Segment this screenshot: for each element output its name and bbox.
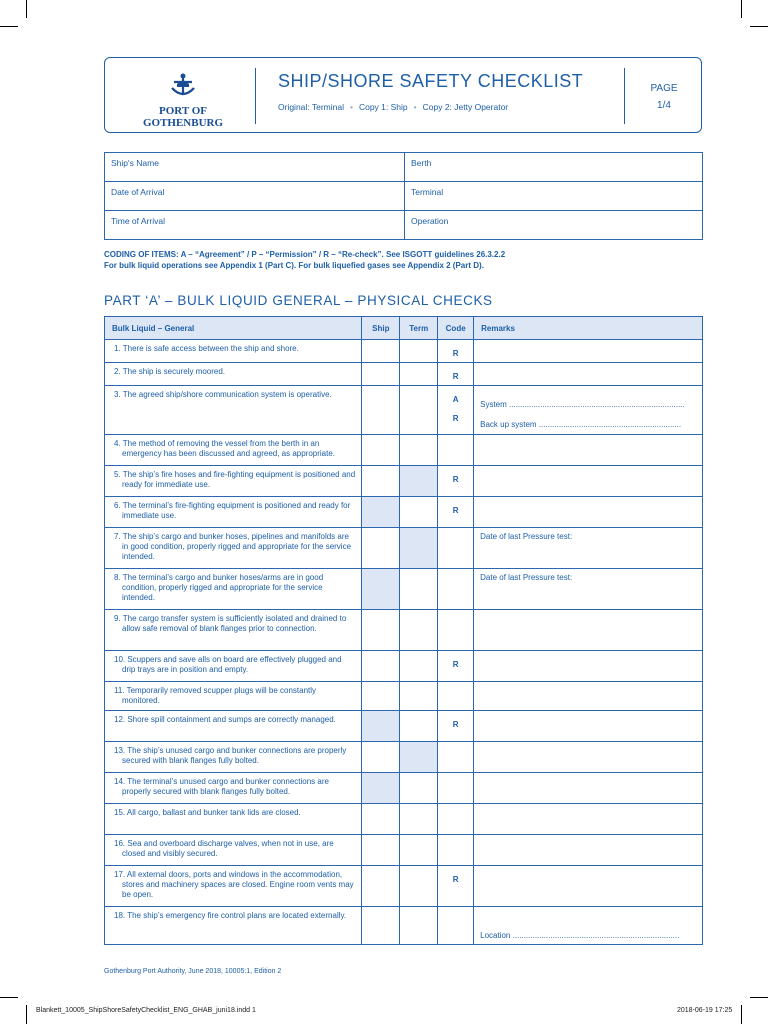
term-check-cell[interactable] — [400, 466, 438, 497]
terminal-field[interactable]: Terminal — [405, 182, 703, 211]
term-check-cell[interactable] — [400, 711, 438, 742]
item-description — [105, 866, 362, 907]
ship-check-cell[interactable] — [362, 742, 400, 773]
item-text: 18. The ship’s emergency fire control plans are located externally. — [114, 911, 347, 920]
table-row — [105, 363, 703, 386]
file-slug: Blankett_10005_ShipShoreSafetyChecklist_ENG_GHAB_juni18.indd 1 — [36, 1007, 256, 1014]
crop-mark — [741, 1005, 742, 1024]
term-check-cell[interactable] — [400, 528, 438, 569]
table-row — [105, 804, 703, 835]
crop-mark — [750, 26, 768, 27]
code-cell — [438, 835, 474, 866]
code-value: R — [452, 414, 459, 423]
code-cell — [438, 497, 474, 528]
remarks-cell[interactable] — [474, 866, 703, 907]
remarks-cell[interactable] — [474, 386, 703, 435]
item-text: 13. The ship’s unused cargo and bunker connections are properly secured with blank flanges fully bolted. — [114, 746, 347, 765]
code-cell — [438, 804, 474, 835]
remarks-cell[interactable] — [474, 497, 703, 528]
remarks-cell[interactable] — [474, 711, 703, 742]
item-description — [105, 340, 362, 363]
remarks-cell[interactable] — [474, 610, 703, 651]
remarks-cell[interactable] — [474, 466, 703, 497]
item-description — [105, 497, 362, 528]
crop-mark — [0, 26, 18, 27]
ship-check-cell[interactable] — [362, 651, 400, 682]
col-item-header: Bulk Liquid – General — [105, 317, 362, 340]
remarks-cell[interactable] — [474, 569, 703, 610]
copy-original: Original: Terminal — [278, 102, 344, 112]
code-value: R — [452, 660, 459, 669]
term-check-cell[interactable] — [400, 682, 438, 711]
table-row — [105, 435, 703, 466]
ship-info-table — [104, 152, 703, 240]
ship-check-cell[interactable] — [362, 363, 400, 386]
code-cell — [438, 866, 474, 907]
date-of-arrival-field[interactable]: Date of Arrival — [105, 182, 405, 211]
ship-check-cell[interactable] — [362, 386, 400, 435]
term-check-cell[interactable] — [400, 363, 438, 386]
code-cell — [438, 682, 474, 711]
col-code-header: Code — [438, 317, 474, 340]
item-description — [105, 711, 362, 742]
item-text: 8. The terminal’s cargo and bunker hoses/arms are in good condition, properly rigged and appropriate for the service intended. — [114, 573, 324, 602]
anchor-crest-icon — [168, 72, 198, 100]
section-title: PART ‘A’ – BULK LIQUID GENERAL – PHYSICAL CHECKS — [104, 293, 493, 308]
item-description — [105, 528, 362, 569]
col-remarks-header: Remarks — [474, 317, 703, 340]
item-description — [105, 742, 362, 773]
item-description — [105, 651, 362, 682]
code-cell — [438, 528, 474, 569]
ship-check-cell[interactable] — [362, 340, 400, 363]
code-value: R — [452, 720, 459, 729]
table-row — [105, 528, 703, 569]
col-term-header: Term — [400, 317, 438, 340]
code-value: R — [452, 349, 459, 358]
code-cell — [438, 363, 474, 386]
remarks-cell[interactable] — [474, 340, 703, 363]
coding-legend — [104, 249, 505, 271]
item-description — [105, 466, 362, 497]
ship-check-cell[interactable] — [362, 866, 400, 907]
table-row — [105, 610, 703, 651]
page-number: 1/4 — [657, 100, 671, 111]
item-text: 11. Temporarily removed scupper plugs will be constantly monitored. — [114, 686, 317, 705]
crop-mark — [741, 0, 742, 18]
remarks-cell[interactable] — [474, 773, 703, 804]
term-check-cell[interactable] — [400, 866, 438, 907]
remarks-cell[interactable] — [474, 651, 703, 682]
item-text: 5. The ship’s fire hoses and fire-fighting equipment is positioned and ready for immediate use. — [114, 470, 356, 489]
item-text: 16. Sea and overboard discharge valves, when not in use, are closed and visibly secured. — [114, 839, 334, 858]
logo-line1: PORT OF — [159, 105, 207, 117]
item-text: 7. The ship’s cargo and bunker hoses, pipelines and manifolds are in good condition, properly rigged and appropriate for the service intended. — [114, 532, 352, 561]
item-text: 17. All external doors, ports and windows in the accommodation, stores and machinery spaces are closed. Engine room vents may be open. — [114, 870, 354, 899]
remarks-text: Date of last Pressure test: — [480, 532, 573, 541]
remarks-cell[interactable] — [474, 804, 703, 835]
ships-name-field[interactable]: Ship's Name — [105, 153, 405, 182]
term-check-cell[interactable] — [400, 907, 438, 945]
code-cell — [438, 435, 474, 466]
table-row — [105, 866, 703, 907]
code-cell — [438, 466, 474, 497]
remarks-cell[interactable] — [474, 528, 703, 569]
code-value: A — [452, 395, 459, 404]
item-description — [105, 804, 362, 835]
page-label: PAGE — [650, 83, 678, 94]
code-cell — [438, 742, 474, 773]
remarks-cell[interactable] — [474, 363, 703, 386]
remarks-text: Date of last Pressure test: — [480, 573, 573, 582]
print-date: 2018-06-19 17:25 — [677, 1007, 733, 1014]
item-text: 9. The cargo transfer system is sufficiently isolated and drained to allow safe removal of blank flanges prior to connection. — [114, 614, 347, 633]
crop-mark — [26, 0, 27, 18]
berth-field[interactable]: Berth — [405, 153, 703, 182]
table-row — [105, 742, 703, 773]
item-description — [105, 907, 362, 945]
table-row — [105, 835, 703, 866]
term-check-cell[interactable] — [400, 651, 438, 682]
item-description — [105, 386, 362, 435]
code-cell — [438, 711, 474, 742]
code-value: R — [452, 506, 459, 515]
term-check-cell[interactable] — [400, 386, 438, 435]
term-check-cell[interactable] — [400, 569, 438, 610]
table-row — [105, 466, 703, 497]
divider — [624, 68, 625, 124]
table-row — [105, 340, 703, 363]
divider — [255, 68, 256, 124]
table-row — [105, 651, 703, 682]
item-text: 4. The method of removing the vessel from the berth in an emergency has been discussed and agreed, as appropriate. — [114, 439, 336, 458]
table-row — [105, 497, 703, 528]
remarks-cell[interactable] — [474, 835, 703, 866]
ship-check-cell[interactable] — [362, 804, 400, 835]
code-cell — [438, 651, 474, 682]
coding-line1: CODING OF ITEMS: A – “Agreement” / P – “Permission” / R – “Re-check”. See ISGOTT guidelines 26.3.2.2 — [104, 250, 506, 259]
ship-check-cell[interactable] — [362, 835, 400, 866]
term-check-cell[interactable] — [400, 773, 438, 804]
term-check-cell[interactable] — [400, 835, 438, 866]
code-cell — [438, 773, 474, 804]
item-description — [105, 682, 362, 711]
item-text: 3. The agreed ship/shore communication system is operative. — [114, 390, 332, 399]
header-box — [104, 57, 702, 133]
code-value: R — [452, 875, 459, 884]
code-cell — [438, 569, 474, 610]
remarks-cell[interactable] — [474, 682, 703, 711]
term-check-cell[interactable] — [400, 804, 438, 835]
term-check-cell[interactable] — [400, 742, 438, 773]
table-row — [105, 773, 703, 804]
port-logo — [129, 72, 237, 129]
checklist-table — [104, 316, 703, 945]
item-description — [105, 610, 362, 651]
item-description — [105, 773, 362, 804]
ship-check-cell[interactable] — [362, 773, 400, 804]
ship-check-cell[interactable] — [362, 711, 400, 742]
term-check-cell[interactable] — [400, 435, 438, 466]
code-cell — [438, 907, 474, 945]
copy-1: Copy 1: Ship — [358, 102, 408, 112]
item-text: 14. The terminal’s unused cargo and bunker connections are properly secured with blank flanges fully bolted. — [114, 777, 329, 796]
table-row — [105, 682, 703, 711]
operation-field[interactable]: Operation — [405, 211, 703, 240]
remarks-cell[interactable] — [474, 435, 703, 466]
remarks-cell[interactable] — [474, 742, 703, 773]
footer-note: Gothenburg Port Authority, June 2018, 10005:1, Edition 2 — [104, 968, 282, 975]
remarks-text: System ............................................................................... — [480, 400, 685, 409]
table-row — [105, 386, 703, 435]
remarks-text: Back up system ................................................................ — [480, 420, 682, 429]
item-text: 1. There is safe access between the ship and shore. — [114, 344, 299, 353]
ship-check-cell[interactable] — [362, 466, 400, 497]
table-row — [105, 907, 703, 945]
item-text: 6. The terminal’s fire-fighting equipment is positioned and ready for immediate use. — [114, 501, 351, 520]
table-header-row — [105, 317, 703, 340]
code-value: R — [452, 475, 459, 484]
code-cell — [438, 340, 474, 363]
remarks-cell[interactable] — [474, 907, 703, 945]
logo-line2: GOTHENBURG — [142, 117, 224, 129]
item-description — [105, 569, 362, 610]
remarks-text: Location ........................................................................... — [480, 931, 680, 940]
crop-mark — [0, 997, 18, 998]
crop-mark — [750, 997, 768, 998]
term-check-cell[interactable] — [400, 610, 438, 651]
crop-mark — [26, 1005, 27, 1024]
copy-distribution: Original: Terminal • Copy 1: Ship • Copy 2: Jetty Operator — [278, 102, 509, 112]
term-check-cell[interactable] — [400, 340, 438, 363]
term-check-cell[interactable] — [400, 497, 438, 528]
item-description — [105, 363, 362, 386]
ship-check-cell[interactable] — [362, 682, 400, 711]
ship-check-cell[interactable] — [362, 569, 400, 610]
item-text: 12. Shore spill containment and sumps are correctly managed. — [114, 715, 336, 724]
code-value: R — [452, 372, 459, 381]
coding-line2: For bulk liquid operations see Appendix 1 (Part C). For bulk liquefied gases see Appendix 2 (Part D). — [104, 261, 484, 270]
item-text: 15. All cargo, ballast and bunker tank lids are closed. — [114, 808, 301, 817]
item-description — [105, 435, 362, 466]
ship-check-cell[interactable] — [362, 497, 400, 528]
item-text: 10. Scuppers and save alls on board are effectively plugged and drip trays are in position and empty. — [114, 655, 342, 674]
time-of-arrival-field[interactable]: Time of Arrival — [105, 211, 405, 240]
ship-check-cell[interactable] — [362, 907, 400, 945]
table-row — [105, 569, 703, 610]
ship-check-cell[interactable] — [362, 435, 400, 466]
item-text: 2. The ship is securely moored. — [114, 367, 226, 376]
page-title: SHIP/SHORE SAFETY CHECKLIST — [278, 71, 584, 91]
ship-check-cell[interactable] — [362, 610, 400, 651]
table-row — [105, 711, 703, 742]
col-ship-header: Ship — [362, 317, 400, 340]
code-cell — [438, 610, 474, 651]
code-cell — [438, 386, 474, 435]
ship-check-cell[interactable] — [362, 528, 400, 569]
copy-2: Copy 2: Jetty Operator — [422, 102, 509, 112]
item-description — [105, 835, 362, 866]
